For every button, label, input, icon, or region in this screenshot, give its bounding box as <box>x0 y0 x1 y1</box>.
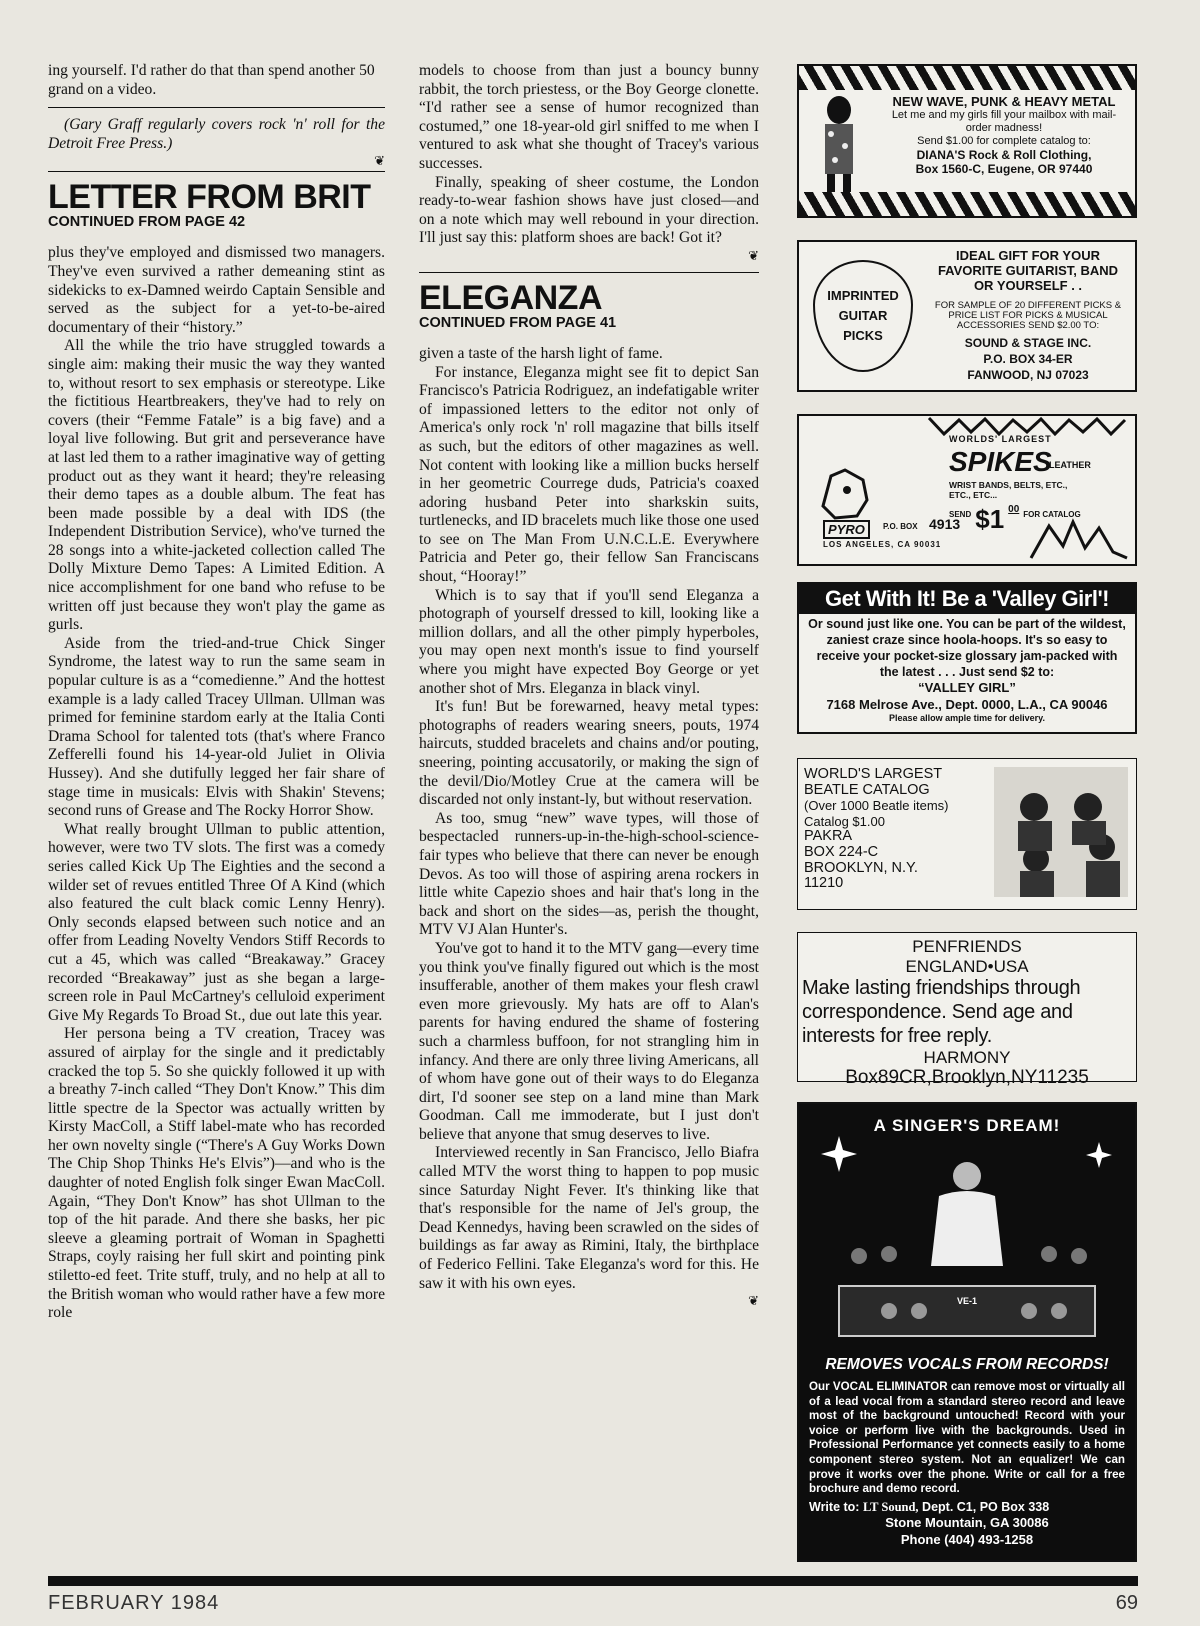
beatles-photo <box>994 767 1128 897</box>
paragraph: What really brought Ullman to public attention, however, were two TV slots. The first was a comedy series called Kick Up The Eighties and the second a wilder set of revues entitled Three Of A Kind (which also featured the cult black comic Lenny Henry). Only seconds elapsed between such notice and an offer from Leading Novelty Vendors Stiff Records to cut a 45, which was called “Breakaway.” Gracey recorded “Breakaway” just as she began a large-screen role in Paul McCartney's celluloid experiment Give My Regards To Broad St., due out late this year. <box>48 820 385 1024</box>
ad-text: WORLDS' LARGEST <box>949 434 1052 444</box>
paragraph: All the while the trio have struggled towards a single aim: making their music the way they wanted to, without resort to sex emphasis or stereotype. Like the fictitious Heartbreakers, they've had to rely on covers (their “Femme Fatale” is a big fave) and a loyal live following. But grit and perseverance have at last led them to a rather imaginative way of getting product out as they want it heard; they're releasing their demo tapes as a double album. The feat has been made possible by a deal with IDS (the Independent Distribution Service), who've turned the 28 songs into a white-jacketed collection called The Dolly Mixture Demo Tapes: A Limited Edition. A nice accomplishment for one band who refuse to be written off just because they won't play the game as gurls. <box>48 337 385 634</box>
ad-fine-print: Please allow ample time for delivery. <box>889 713 1045 723</box>
paragraph: plus they've employed and dismissed two managers. They've even survived a rather demeaning stint as sidekicks to ex-Damned weirdo Captain Sensible and served as the subject for a yet-to-be-aired documentary of their “history.” <box>48 244 385 336</box>
ad-text: WRIST BANDS, BELTS, ETC., ETC., ETC... <box>949 480 1068 500</box>
section-heading: ELEGANZA <box>419 278 602 317</box>
author-credit: (Gary Graff regularly covers rock 'n' roll for the Detroit Free Press.) <box>48 116 385 152</box>
issue-date: FEBRUARY 1984 <box>48 1592 220 1614</box>
ad-headline: A SINGER'S DREAM! <box>873 1116 1061 1135</box>
ad-line: WORLD'S LARGEST <box>804 766 943 782</box>
zigzag-border <box>799 66 1135 90</box>
ad-fine-print: FOR SAMPLE OF 20 DIFFERENT PICKS & PRICE LIST FOR PICKS & MUSICAL ACCESSORIES SEND $2.00 TO: <box>934 300 1122 331</box>
zigzag-border <box>799 192 1135 216</box>
ad-company: SOUND & STAGE INC. <box>964 336 1092 350</box>
spiky-border <box>799 416 1135 436</box>
paragraph: Interviewed recently in San Francisco, Jello Biafra called MTV the worst thing to happen to pop music since Saturday Night Fever. It's thinking like that that's responsible for the name of Jel's group, the Dead Kennedys, having been scrawled on the sides of buildings as far away as Rimini, Italy, the birthplace of Federico Fellini. Take Eleganza's word for this. He saw it with his own eyes. <box>419 1144 759 1292</box>
ads-column <box>797 64 1137 1562</box>
ad-address: Stone Mountain, GA 30086 <box>885 1514 1049 1530</box>
ad-title: PENFRIENDS <box>912 937 1022 956</box>
ad-line: BOX 224-C <box>804 843 879 860</box>
page-number: 69 <box>1115 1592 1138 1614</box>
ad-line: Catalog $1.00 <box>804 813 885 829</box>
paragraph: It's fun! But be forewarned, heavy metal types: photographs of readers wearing sneers, pouts, 1974 haircuts, studded bracelets and chains and/or pouting, sneering, pointing accusatorily, or making the sign of the devil/Dio/Motley Crue at the camera will be discarded not only instant-ly, but without reservation. <box>419 698 759 809</box>
singer-stage-photo <box>799 1136 1135 1356</box>
ad-price: $1 <box>975 504 1005 534</box>
ad-text: Let me and my girls fill your mailbox with mail-order madness! <box>891 109 1117 134</box>
section-subheading: CONTINUED FROM PAGE 41 <box>419 314 617 331</box>
paragraph: For instance, Eleganza might see fit to depict San Francisco's Patricia Rodriguez, an indefatigable writer of impassioned letters to the editor not only of America's only rock 'n' roll magazine that bills itself as such, but the editors of other magazines as well. Not content with looking like a million bucks herself in her geometric Courrege duds, Patricia's coaxed adoring husband Peter into sharkskin suits, turtlenecks, and ID bracelets much like those one used to see on The Man From U.N.C.L.E. Everywhere Patricia and Peter go, their fellow San Franciscans shout, “Hooray!” <box>419 363 759 586</box>
ad-dianas-clothing <box>797 64 1137 218</box>
ad-company: LT Sound, <box>862 1499 919 1514</box>
ad-line: BROOKLYN, N.Y. <box>804 859 918 876</box>
ad-line: 11210 <box>804 875 844 892</box>
ad-text: LEATHER <box>1049 460 1091 470</box>
paragraph: Her persona being a TV creation, Tracey was assured of airplay for the single and it predictably cracked the top 5. So she quickly followed it up with a breathy 7-inch called “They Don't Know.” This dim little spectre de la Spector was actually written by Kirsty MacColl, a Stiff label-mate who has recorded her own novelty single (“There's A Guy Works Down The Chip Shop Thinks He's Elvis”)—and who is the daughter of noted English folk singer Ewan MacColl. Again, “They Don't Know” has shot Ullman to the top of the hit parade. And there she basks, her pic sleeve a gleaming portrait of Woman in Spaghetti Straps, coyly raising her full skirt and pointing pink stiletto-ed feet. Trite stuff, truly, and no help at all to the British woman who would rather have a few more role <box>48 1025 385 1322</box>
column-1 <box>48 62 385 1323</box>
paragraph: You've got to hand it to the MTV gang—every time you think you've finally figured out which is the most insufferable, another of them makes your flesh crawl even more grievously. My hats are off to Alan's parents for having endured the shame of fostering such a charmless buffoon, for not strangling him in infancy. And there are only three living Americans, all of whom have gone out of their ways to do Eleganza dirt, I'd sooner see step on a land mine than Mark Goodman. Call me immoderate, but I just don't believe that anyone that smug deserves to live. <box>419 939 759 1143</box>
ad-line: (Over 1000 Beatle items) <box>804 798 949 814</box>
ad-address: 7168 Melrose Ave., Dept. 0000, L.A., CA 90046 <box>826 697 1108 712</box>
ad-text: P.O. BOX <box>883 522 918 531</box>
end-mark-icon: ❦ <box>748 247 759 263</box>
ad-address: FANWOOD, NJ 07023 <box>967 368 1089 382</box>
article-intro: ing yourself. I'd rather do that than spend another 50 grand on a video. <box>48 62 375 98</box>
ad-address: Box 1560-C, Eugene, OR 97440 <box>915 162 1093 176</box>
paragraph: Which is to say that if you'll send Eleganza a photograph of yourself dressed to kill, looking like a million dollars, and all the other pimply hyperboles, you may open next month's issue to find yourself where you might have expected Boy George or yet another shot of Mrs. Eleganza in black vinyl. <box>419 586 759 697</box>
punk-figure-illustration <box>799 90 879 192</box>
pick-text: IMPRINTED GUITAR PICKS <box>813 260 913 372</box>
paragraph: models to choose from than just a bouncy bunny rabbit, the torch priestess, or the Boy George clonette. “I'd rather see a sense of humor recognized than costumed,” one 18-year-old girl sniffed to me when I ventured to ask what she thought of Tracey's various successes. <box>419 62 759 172</box>
ad-address: LOS ANGELES, CA 90031 <box>823 540 942 549</box>
ad-phone: Phone (404) 493-1258 <box>900 1531 1034 1547</box>
paragraph: As too, smug “new” wave types, will those of bespectacled runners-up-in-the-high-school-science-fair types who believe that there can never be enough Devos. As too will those of aspiring arena rockers in little white Capezio shoes and hair that's long in the back and short on the sides—as, perish the thought, MTV VJ Alan Hunter's. <box>419 809 759 939</box>
hand-illustration <box>1029 516 1129 560</box>
ad-address: P.O. BOX 34-ER <box>983 352 1073 366</box>
section-subheading: CONTINUED FROM PAGE 42 <box>48 214 246 231</box>
end-mark-icon: ❦ <box>374 153 385 169</box>
end-mark-icon: ❦ <box>748 1293 759 1309</box>
ad-text: Write to: <box>809 1499 860 1514</box>
column-2 <box>419 62 759 1309</box>
ad-logo-text: PYRO <box>823 520 870 539</box>
ad-guitar-picks <box>797 240 1137 392</box>
ad-penfriends <box>797 932 1137 1088</box>
ad-vocal-eliminator <box>797 1102 1137 1562</box>
ad-text: Our VOCAL ELIMINATOR can remove most or virtually all of a lead vocal from a standard stereo record and leave most of the background untouched! Record with your voice or perform live with the backgrounds. Used in Professional Performance yet connects easily to a home component stereo system. Not an equalizer! We can prove it works over the phone. Write or call for a free brochure and demo record. <box>809 1380 1125 1496</box>
device-label: VE-1 <box>957 1296 978 1306</box>
ad-company: DIANA'S Rock & Roll Clothing, <box>916 148 1092 162</box>
divider <box>48 171 385 172</box>
ad-price-cents: 00 <box>1008 504 1020 515</box>
ad-text: Make lasting friendships through correspondence. Send age and interests for free reply. <box>802 977 1081 1047</box>
ad-tagline: REMOVES VOCALS FROM RECORDS! <box>825 1356 1109 1373</box>
ad-address: Dept. C1, PO Box 338 <box>922 1499 1050 1514</box>
ad-headline: Get With It! Be a 'Valley Girl'! <box>799 584 1135 614</box>
section-heading: LETTER FROM BRIT <box>48 178 371 217</box>
ad-text: Or sound just like one. You can be part of the wildest, zaniest craze since hoola-hoops. It's so easy to receive your pocket-size glossary jam-packed with the latest . . . Just send $2 to: <box>808 617 1126 679</box>
paragraph: given a taste of the harsh light of fame. <box>419 344 663 362</box>
ad-headline: IDEAL GIFT FOR YOUR FAVORITE GUITARIST, BAND OR YOURSELF . . <box>937 248 1119 293</box>
ad-pyro-spikes <box>797 414 1137 566</box>
paragraph: Aside from the tried-and-true Chick Singer Syndrome, the latest way to run the same seam in popular culture is as a “comedienne.” And the hottest example is a lady called Tracey Ullman. Ullman was primed for feminine stardom early at the Italia Conti Drama School for talented tots (that's where Franco Zefferelli found his 14-year-old Juliet in Olivia Hussey). And she dutifully legged her fair share of stage time in musicals: Elvis with Shakin' Stevens; second runs of Grease and The Rocky Horror Show. <box>48 634 385 820</box>
ad-beatle-catalog <box>797 758 1137 910</box>
ad-text: FOR CATALOG <box>1023 510 1081 519</box>
ad-title: “VALLEY GIRL” <box>918 680 1016 695</box>
ad-box-number: 4913 <box>929 516 961 532</box>
ad-valley-girl <box>797 582 1137 734</box>
ad-text: Send $1.00 for complete catalog to: <box>917 135 1091 147</box>
ad-brand: SPIKES <box>949 446 1052 477</box>
ad-text: SEND <box>949 510 972 519</box>
guitar-pick-icon <box>799 242 927 390</box>
paragraph: Finally, speaking of sheer costume, the London ready-to-wear fashion shows have just closed—and on a note which may well rebound in your direction. I'll just say this: platform shoes are back! Got it? <box>419 173 759 247</box>
divider <box>48 107 385 108</box>
divider <box>419 272 759 273</box>
ad-subtitle: ENGLAND•USA <box>905 957 1029 976</box>
ad-line: BEATLE CATALOG <box>804 781 930 798</box>
ad-company: HARMONY <box>923 1048 1011 1067</box>
ad-headline: NEW WAVE, PUNK & HEAVY METAL <box>892 94 1116 109</box>
ad-address: Box89CR,Brooklyn,NY11235 <box>845 1067 1089 1088</box>
footer-rule <box>48 1576 1138 1586</box>
ad-line: PAKRA <box>804 828 853 845</box>
